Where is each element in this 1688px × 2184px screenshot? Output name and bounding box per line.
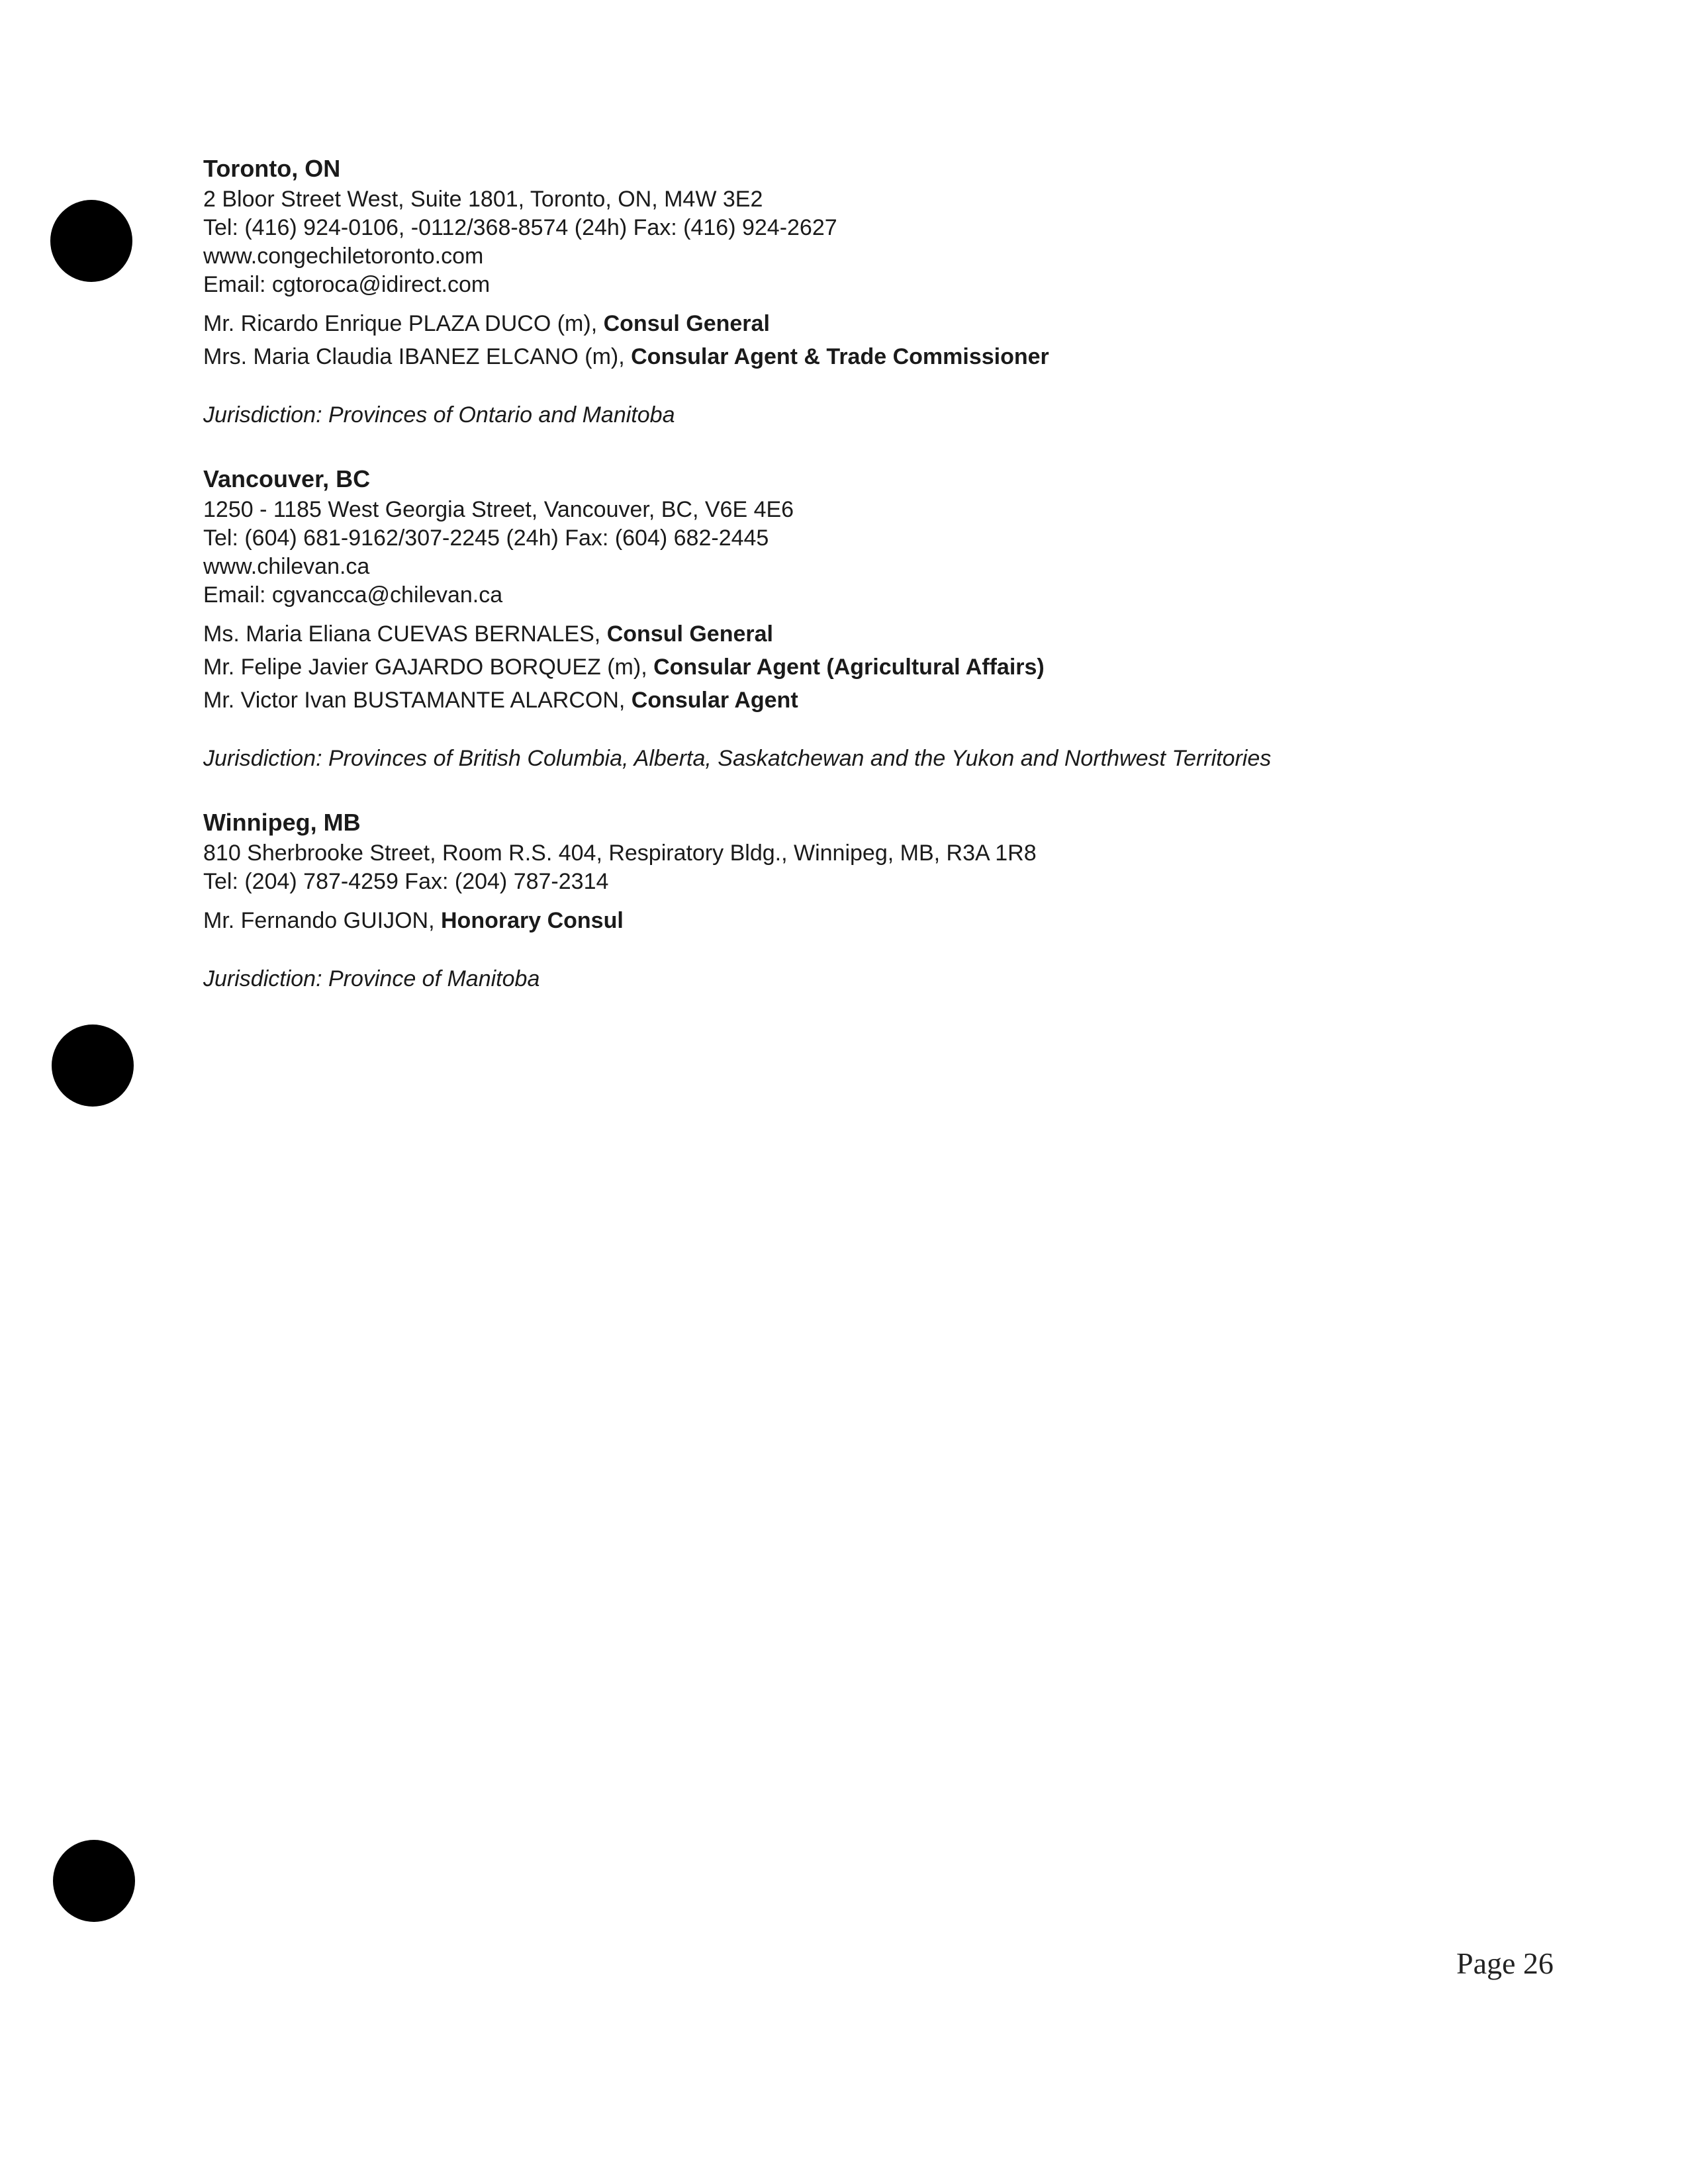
staff-entry bbox=[203, 617, 1501, 651]
page-number: Page 26 bbox=[1456, 1946, 1554, 1980]
staff-list bbox=[203, 617, 1501, 717]
staff-entry bbox=[203, 340, 1501, 373]
staff-title: Consular Agent bbox=[631, 688, 798, 713]
staff-name: Mrs. Maria Claudia IBANEZ ELCANO (m), bbox=[203, 344, 632, 369]
office-website: www.congechiletoronto.com bbox=[203, 244, 484, 269]
staff-title: Consul General bbox=[606, 621, 773, 647]
staff-name: Mr. Victor Ivan BUSTAMANTE ALARCON, bbox=[203, 688, 632, 713]
office-address: 2 Bloor Street West, Suite 1801, Toronto, ON, M4W 3E2 bbox=[203, 187, 763, 212]
staff-name: Mr. Fernando GUIJON, bbox=[203, 908, 441, 933]
staff-list bbox=[203, 904, 1501, 937]
office-phone: Tel: (416) 924-0106, -0112/368-8574 (24h) Fax: (416) 924-2627 bbox=[203, 215, 837, 240]
office-address: 810 Sherbrooke Street, Room R.S. 404, Respiratory Bldg., Winnipeg, MB, R3A 1R8 bbox=[203, 841, 1037, 866]
office-jurisdiction: Jurisdiction: Provinces of British Columbia, Alberta, Saskatchewan and the Yukon and Northwest Territories bbox=[203, 746, 1272, 771]
punch-hole bbox=[50, 200, 132, 282]
office-address: 1250 - 1185 West Georgia Street, Vancouver, BC, V6E 4E6 bbox=[203, 497, 794, 522]
staff-title: Consular Agent & Trade Commissioner bbox=[631, 344, 1049, 369]
office-jurisdiction: Jurisdiction: Provinces of Ontario and Manitoba bbox=[203, 402, 675, 428]
office-email: Email: cgtoroca@idirect.com bbox=[203, 272, 491, 297]
punch-hole bbox=[53, 1840, 135, 1922]
staff-name: Mr. Felipe Javier GAJARDO BORQUEZ (m), bbox=[203, 655, 654, 680]
staff-title: Consul General bbox=[603, 311, 770, 336]
staff-entry bbox=[203, 684, 1501, 717]
consulate-listing bbox=[203, 154, 1501, 1028]
office-city: Vancouver, BC bbox=[203, 465, 371, 492]
staff-entry bbox=[203, 651, 1501, 684]
staff-title: Honorary Consul bbox=[441, 908, 624, 933]
office-jurisdiction: Jurisdiction: Province of Manitoba bbox=[203, 966, 540, 991]
office-email: Email: cgvancca@chilevan.ca bbox=[203, 582, 503, 608]
office-website: www.chilevan.ca bbox=[203, 554, 370, 579]
punch-hole bbox=[52, 1024, 134, 1107]
staff-title: Consular Agent (Agricultural Affairs) bbox=[653, 655, 1045, 680]
staff-name: Mr. Ricardo Enrique PLAZA DUCO (m), bbox=[203, 311, 604, 336]
office-city: Toronto, ON bbox=[203, 155, 341, 182]
office-toronto bbox=[203, 154, 1501, 430]
staff-name: Ms. Maria Eliana CUEVAS BERNALES, bbox=[203, 621, 607, 647]
office-phone: Tel: (204) 787-4259 Fax: (204) 787-2314 bbox=[203, 869, 609, 894]
staff-entry bbox=[203, 904, 1501, 937]
staff-list bbox=[203, 307, 1501, 373]
office-winnipeg bbox=[203, 807, 1501, 993]
office-vancouver bbox=[203, 464, 1501, 773]
office-city: Winnipeg, MB bbox=[203, 809, 361, 836]
staff-entry bbox=[203, 307, 1501, 340]
office-phone: Tel: (604) 681-9162/307-2245 (24h) Fax: (604) 682-2445 bbox=[203, 525, 769, 551]
